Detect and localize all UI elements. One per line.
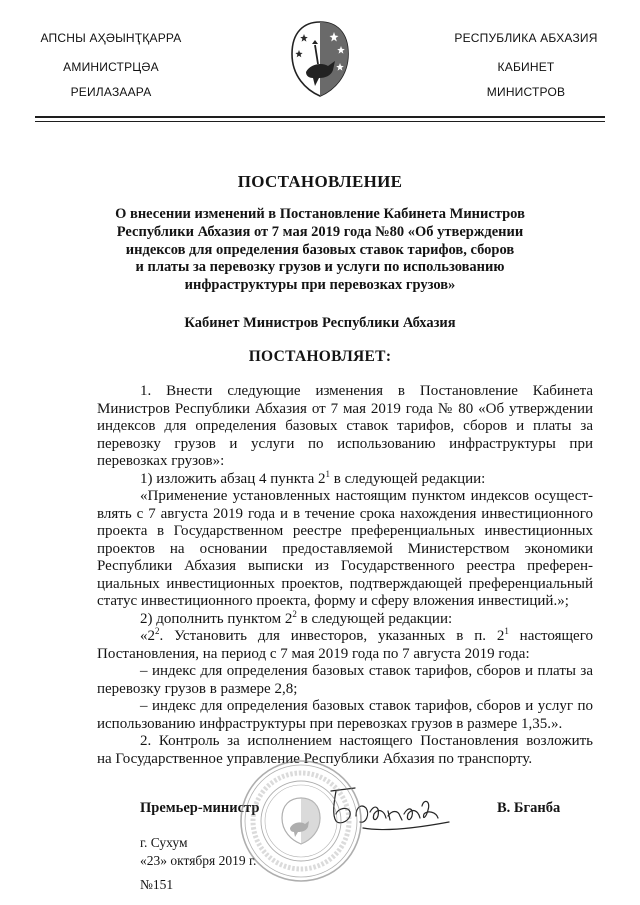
line-text: использованию инфраструктуры при перевозках грузов в размере 1,35.». (97, 715, 563, 732)
body-line (97, 576, 593, 594)
body-line (97, 608, 593, 629)
body-paragraph (97, 488, 593, 611)
superscript: 2 (292, 608, 297, 619)
line-text: на Государственное управление Республики Абхазия по транспорту. (97, 750, 533, 767)
place-of-signing: г. Сухум (140, 835, 188, 850)
subject-line: инфраструктуры при перевозках грузов» (184, 277, 456, 293)
resolves-heading: ПОСТАНОВЛЯЕТ: (248, 348, 392, 365)
document-subject (60, 206, 580, 295)
header-left-line-1: АПСНЫ АҲӘЫНҬҚАРРА (40, 31, 182, 45)
header-left-line-3: РЕИЛАЗААРА (70, 85, 152, 99)
body-line (97, 628, 593, 646)
line-text: перевозку грузов в размере 2,8; (97, 680, 298, 697)
superscript: 1 (325, 468, 331, 479)
line-text: индексов для определения базовых ставок тарифов, сборов и платы за (97, 418, 593, 434)
subject-line: индексов для определения базовых ставок тарифов, сборов (125, 241, 515, 258)
issuer: Кабинет Министров Республики Абхазия (184, 315, 456, 331)
body-line (97, 646, 593, 664)
body-paragraph (97, 468, 593, 489)
signing-date: «23» октября 2019 г. (140, 853, 257, 868)
document-title: ПОСТАНОВЛЕНИЕ (237, 172, 403, 191)
body-paragraph (97, 383, 593, 471)
body-paragraph (97, 608, 593, 629)
body-line (97, 716, 593, 734)
header-right-line-2: КАБИНЕТ (497, 60, 555, 74)
subject-line: Республики Абхазия от 7 мая 2019 года №80 «Об утверждении (116, 223, 524, 240)
body-line (97, 558, 593, 576)
body-line (97, 418, 593, 436)
signatory-name: В. Бганба (497, 800, 561, 816)
header-left-line-2: АМИНИСТРЦӘА (63, 60, 159, 74)
document-number: №151 (140, 877, 174, 892)
line-text: проектов на основании предоставляемой Министерством экономики (97, 540, 593, 557)
line-text: 2. Контроль за исполнением настоящего Постановления возложить (140, 733, 593, 749)
line-text: 1. Внести следующие изменения в Постановление Кабинета (140, 383, 593, 399)
line-text: статус инвестиционного проекта, форму и сферу вложения инвестиций.»; (97, 593, 569, 609)
line-text: влять с 7 августа 2019 года и в течение срока нахождения инвестиционного (97, 505, 593, 522)
subject-line: и платы за перевозку грузов и услуги по использованию (135, 259, 505, 276)
subject-line: О внесении изменений в Постановление Кабинета Министров (115, 206, 525, 222)
body-line (97, 488, 593, 506)
signatory-position: Премьер-министр (140, 800, 260, 816)
line-text: Республики Абхазия выписки из Государственного реестра преферен- (97, 558, 593, 574)
line-text: настоящего (508, 628, 593, 644)
line-text: 2) дополнить пунктом 2 (140, 610, 293, 627)
line-text: циальных инвестиционных проектов, подтверждающей преференциальный (97, 575, 593, 592)
header-right-line-1: РЕСПУБЛИКА АБХАЗИЯ (454, 31, 598, 45)
body-line (97, 436, 593, 454)
body-paragraph (97, 628, 593, 663)
line-text: . Установить для инвесторов, указанных в п. 2 (159, 628, 505, 644)
header-rule-thick (35, 116, 605, 118)
body-line (97, 681, 593, 699)
line-text: «2 (140, 628, 155, 644)
line-text: Министров Республики Абхазия от 7 мая 2019 года № 80 «Об утверждении (97, 400, 593, 417)
resolution-body (97, 383, 593, 768)
header-rule-thin (35, 121, 605, 122)
line-text: 1) изложить абзац 4 пункта 2 (140, 470, 326, 487)
body-line (97, 401, 593, 419)
line-text: проекта в Государственном реестре преференциальных инвестиционных (97, 523, 593, 539)
body-line (97, 593, 593, 611)
coat-of-arms-icon (288, 18, 352, 98)
body-line (97, 383, 593, 401)
line-text: – индекс для определения базовых ставок тарифов, сборов и услуг по (140, 698, 593, 714)
line-text: «Применение установленных настоящим пунктом индексов осущест- (140, 488, 593, 504)
official-stamp (238, 758, 364, 884)
header-right-line-3: МИНИСТРОВ (486, 85, 566, 99)
body-line (97, 541, 593, 559)
body-line (97, 523, 593, 541)
body-paragraph (97, 663, 593, 698)
superscript: 1 (504, 626, 509, 636)
body-paragraph (97, 698, 593, 733)
body-line (97, 733, 593, 751)
line-text: – индекс для определения базовых ставок тарифов, сборов и платы за (140, 663, 593, 679)
body-line (97, 453, 593, 471)
body-line (97, 663, 593, 681)
line-text: перевозку грузов и услуги по использованию инфраструктуры при (97, 435, 593, 452)
body-line (97, 468, 593, 489)
body-line (97, 506, 593, 524)
line-text: Постановления, на период с 7 мая 2019 года по 7 августа 2019 года: (97, 645, 530, 662)
superscript: 2 (155, 626, 160, 636)
line-text: в следующей редакции: (296, 610, 453, 627)
line-text: в следующей редакции: (330, 470, 486, 487)
body-line (97, 698, 593, 716)
line-text: перевозках грузов»: (97, 453, 225, 469)
